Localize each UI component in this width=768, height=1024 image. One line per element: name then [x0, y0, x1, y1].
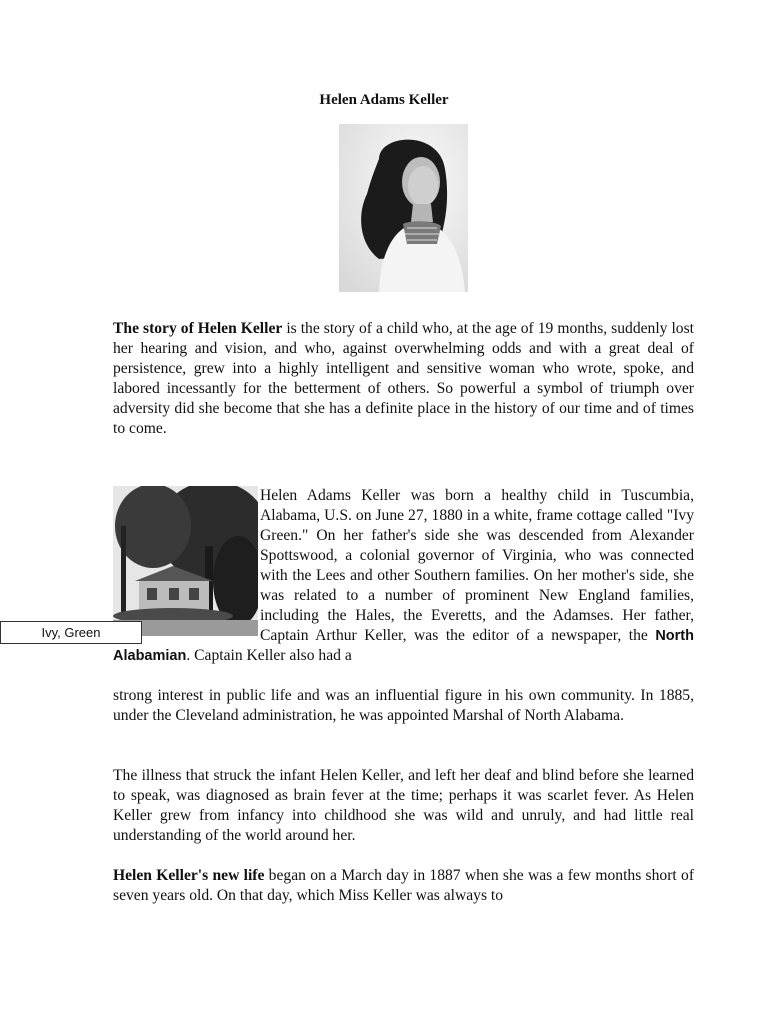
house-photo	[113, 486, 258, 636]
birth-text-b: . Captain Keller also had a	[186, 647, 352, 664]
new-life-text: began on a March day in 1887 when she was a few months short of seven years old. On that day, which Miss Keller was always to	[113, 867, 695, 904]
document-title: Helen Adams Keller	[319, 92, 449, 108]
birth-paragraph	[113, 486, 694, 666]
image-caption: Ivy, Green	[0, 621, 142, 644]
portrait-photo-graphic	[339, 124, 468, 292]
intro-lead: The story of Helen Keller	[113, 320, 283, 337]
new-life-lead: Helen Keller's new life	[113, 867, 265, 884]
illness-paragraph: The illness that struck the infant Helen Keller, and left her deaf and blind before she learned to speak, was diagnosed as brain fever at the time; perhaps it was scarlet fever. As Helen Keller grew from infancy into childhood she was wild and unruly, and had little real understanding of the world around her.	[113, 767, 694, 844]
newspaper-name: North Alabamian	[113, 628, 694, 664]
intro-paragraph	[113, 319, 694, 439]
portrait-photo	[339, 124, 468, 292]
birth-text-a: Helen Adams Keller was born a healthy child in Tuscumbia, Alabama, U.S. on June 27, 1880 in a white, frame cottage called "Ivy Green." On her father's side she was descended from Alexander Spottswood, a colonial governor of Virginia, who was connected with the Lees and other Southern families. On her mother's side, she was related to a number of prominent New England families, including the Hales, the Everetts, and the Adamses. Her father, Captain Arthur Keller, was the editor of a newspaper, the	[260, 487, 694, 644]
public-life-paragraph: strong interest in public life and was an influential figure in his own community. In 1885, under the Cleveland administration, he was appointed Marshal of North Alabama.	[113, 687, 694, 724]
house-photo-graphic	[113, 486, 258, 636]
intro-text: is the story of a child who, at the age of 19 months, suddenly lost her hearing and vision, and who, against overwhelming odds and with a great deal of persistence, grew into a highly intelligent and sensitive woman who wrote, spoke, and labored incessantly for the betterment of others. So powerful a symbol of triumph over adversity did she become that she has a definite place in the history of our time and of times to come.	[113, 320, 694, 437]
new-life-paragraph	[113, 866, 694, 906]
